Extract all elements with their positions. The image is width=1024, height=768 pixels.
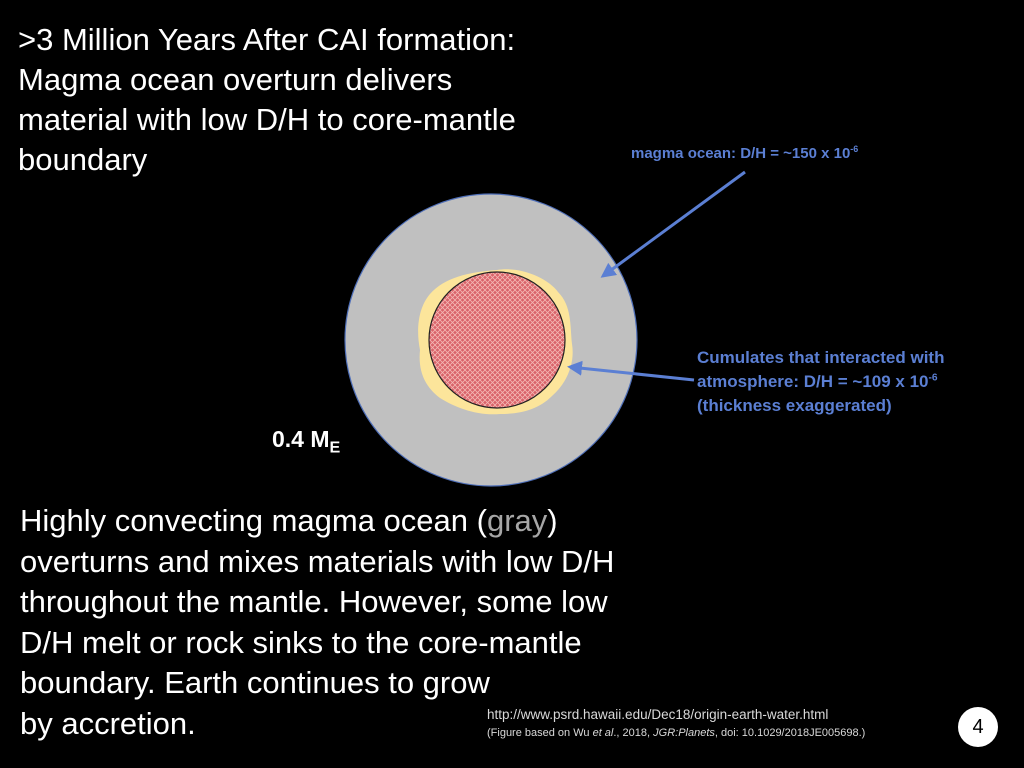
title-line: boundary [18,142,148,177]
citation-suffix: , doi: 10.1029/2018JE005698.) [714,727,866,739]
title-line: >3 Million Years After CAI formation: [18,22,516,57]
cumulates-label [697,346,944,418]
citation-etal: et al [592,727,614,739]
cumulates-label-dh: atmosphere: D/H = ~109 x 10 [697,372,929,391]
planet-mass-label [272,426,341,457]
mass-value: 0.4 M [272,426,330,452]
magma-ocean-arrow [603,172,745,276]
cumulates-label-line: (thickness exaggerated) [697,396,892,415]
cumulates-exponent: -6 [928,372,938,384]
citation-prefix: (Figure based on Wu [487,727,593,739]
body-line: throughout the mantle. However, some low [20,584,608,619]
source-url: http://www.psrd.hawaii.edu/Dec18/origin-earth-water.html [487,707,829,722]
source-citation [487,706,865,742]
title-line: material with low D/H to core-mantle [18,102,516,137]
body-line: D/H melt or rock sinks to the core-mantle [20,624,582,660]
cumulates-label-line [697,370,944,394]
page-number-badge: 4 [958,707,998,747]
body-text-close: ) [547,503,558,538]
gray-highlight: gray [486,503,548,538]
title-line: Magma ocean overturn delivers [18,62,453,97]
figure-citation [487,724,865,742]
mass-subscript: E [329,438,341,457]
body-line: by accretion. [20,705,196,741]
body-line [20,501,710,542]
magma-ocean-label [631,145,858,162]
body-line: boundary. Earth continues to grow [20,665,490,700]
citation-journal: JGR:Planets [653,727,715,739]
magma-ocean-exponent: -6 [850,144,859,154]
body-text-start: Highly convecting magma ocean ( [20,503,487,538]
core-disk [429,272,565,408]
citation-mid: ., 2018, [613,727,654,739]
cumulates-label-line: Cumulates that interacted with [697,348,945,367]
magma-ocean-label-text: magma ocean: D/H = ~150 x 10 [631,145,851,162]
body-line: overturns and mixes materials with low D/H [20,543,615,579]
